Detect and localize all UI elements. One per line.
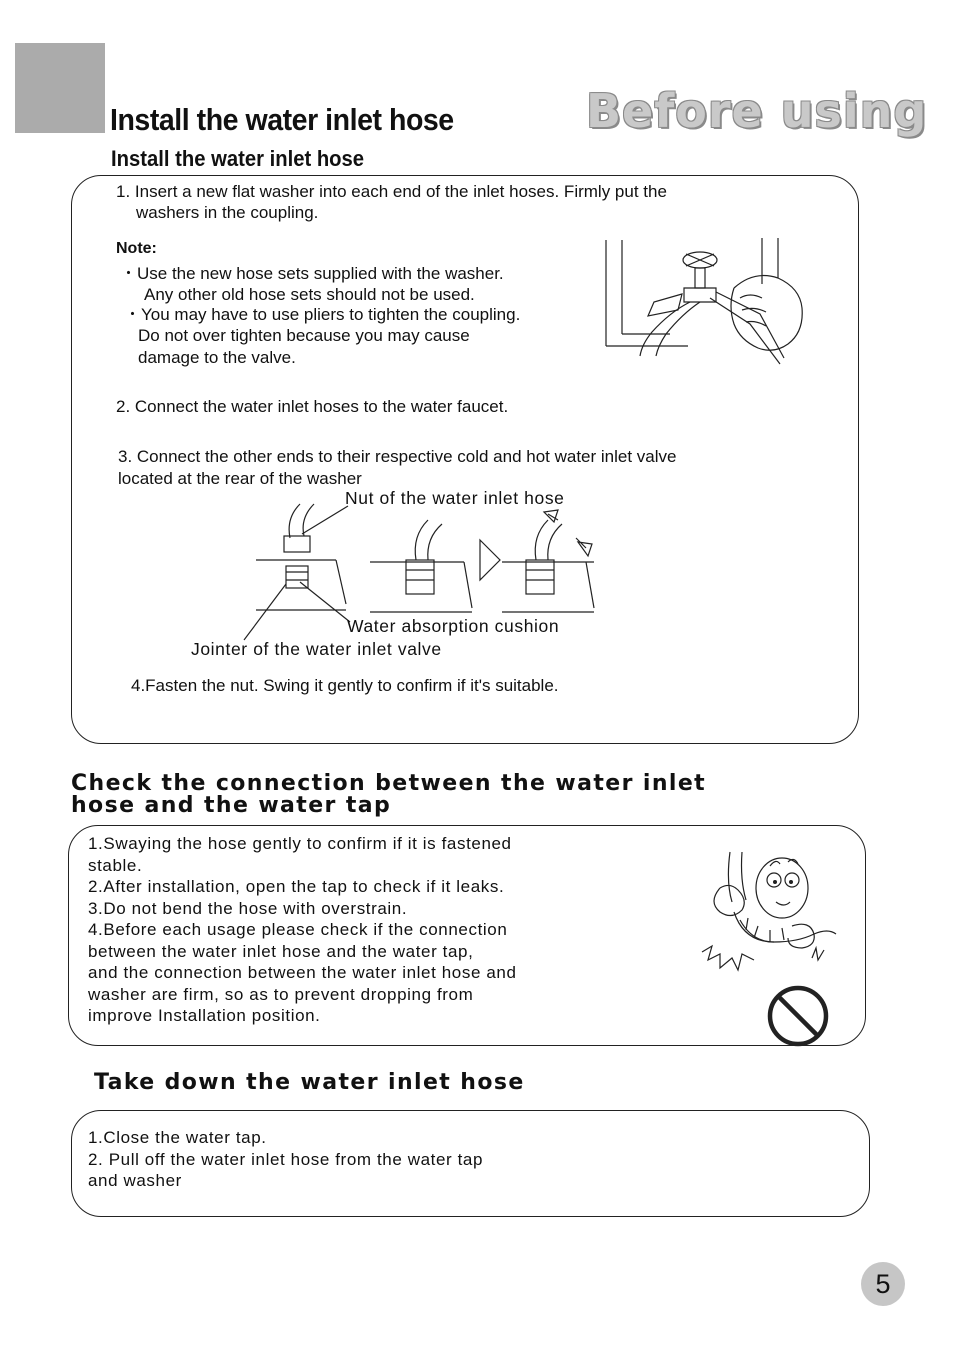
faucet-pliers-illustration <box>600 236 812 384</box>
label-nut: Nut of the water inlet hose <box>345 488 565 508</box>
label-cushion: Water absorption cushion <box>347 616 560 636</box>
page-title: Install the water inlet hose <box>110 102 454 137</box>
section2-heading-line1: Check the connection between the water inlet <box>71 771 707 796</box>
step3-line2: located at the rear of the washer <box>118 469 362 488</box>
section3-heading: Take down the water inlet hose <box>94 1070 525 1095</box>
note2-line1: ・You may have to use pliers to tighten the coupling. <box>124 305 521 324</box>
section3-text <box>88 1127 483 1192</box>
section2-line: and the connection between the water inlet hose and <box>88 963 517 982</box>
section3-line: 1.Close the water tap. <box>88 1128 267 1147</box>
section2-line: 2.After installation, open the tap to check if it leaks. <box>88 877 505 896</box>
header-gray-block <box>15 43 105 133</box>
note1-line1: ・Use the new hose sets supplied with the washer. <box>120 264 504 283</box>
section2-line: stable. <box>88 855 143 875</box>
page-number: 5 <box>861 1262 905 1306</box>
step2: 2. Connect the water inlet hoses to the water faucet. <box>116 397 509 416</box>
step4: 4.Fasten the nut. Swing it gently to confirm if it's suitable. <box>131 676 559 695</box>
section2-line: 3.Do not bend the hose with overstrain. <box>88 898 408 918</box>
section-label: Before using <box>586 84 928 138</box>
note2-line3: damage to the valve. <box>138 348 296 367</box>
step1-line2: washers in the coupling. <box>136 203 319 222</box>
section2-line: between the water inlet hose and the water tap, <box>88 941 474 961</box>
section2-line: improve Installation position. <box>88 1006 321 1025</box>
section3-line: 2. Pull off the water inlet hose from the water tap <box>88 1149 484 1169</box>
note-label: Note: <box>116 240 157 257</box>
step3-line1: 3. Connect the other ends to their respective cold and hot water inlet valve <box>118 447 677 466</box>
label-jointer: Jointer of the water inlet valve <box>191 639 442 659</box>
cartoon-hose-character <box>700 848 840 988</box>
note1-line2: Any other old hose sets should not be used. <box>144 285 475 304</box>
prohibited-icon <box>766 984 830 1048</box>
section1-heading: Install the water inlet hose <box>111 146 365 171</box>
step1-line1: 1. Insert a new flat washer into each end of the inlet hoses. Firmly put the <box>116 182 667 201</box>
note2-line2: Do not over tighten because you may cause <box>138 326 470 345</box>
section2-line: washer are firm, so as to prevent dropping from <box>88 984 474 1004</box>
section2-line: 4.Before each usage please check if the connection <box>88 920 508 939</box>
section2-heading-line2: hose and the water tap <box>71 793 392 818</box>
section3-line: and washer <box>88 1171 182 1190</box>
section2-line: 1.Swaying the hose gently to confirm if it is fastened <box>88 834 512 853</box>
section2-text <box>88 833 517 1027</box>
